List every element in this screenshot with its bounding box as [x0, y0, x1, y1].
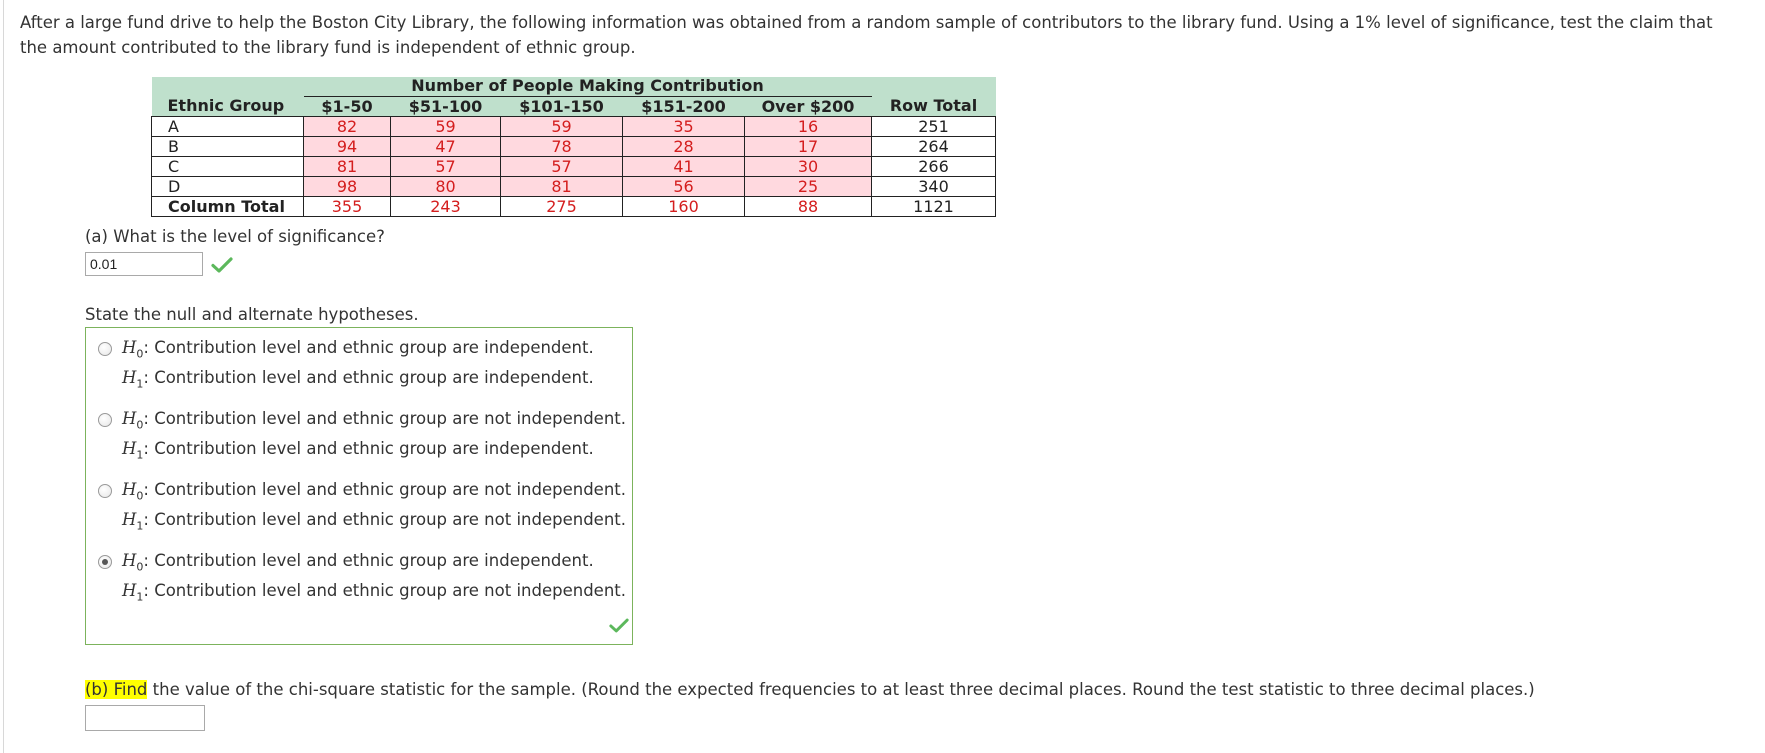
row-total: 266: [872, 156, 996, 176]
grand-total: 1121: [872, 196, 996, 216]
checkmark-icon: [211, 257, 233, 273]
table-row: [152, 116, 996, 136]
h1-text: : Contribution level and ethnic group are not independent.: [143, 510, 626, 529]
group-header: Ethnic Group: [152, 96, 304, 116]
table-cell: 28: [623, 136, 745, 156]
h0-text: : Contribution level and ethnic group are not independent.: [143, 409, 626, 428]
significance-input[interactable]: [85, 252, 203, 276]
table-row: [152, 176, 996, 196]
table-cell: 25: [745, 176, 872, 196]
radio-button[interactable]: [98, 484, 112, 498]
column-header: $1-50: [304, 96, 391, 116]
table-row: [152, 136, 996, 156]
column-total-label: Column Total: [152, 196, 304, 216]
group-label: D: [152, 176, 304, 196]
chi-square-input[interactable]: [85, 705, 205, 731]
table-cell: 17: [745, 136, 872, 156]
part-b-question: [85, 680, 1535, 699]
h0-line: $H_0$: Contribution level and ethnic group are not independent.: [122, 409, 626, 432]
part-b-text: the value of the chi-square statistic for the sample. (Round the expected frequencies to at least three decimal places. Round the test statistic to three decimal places.): [147, 680, 1535, 699]
table-cell: 35: [623, 116, 745, 136]
radio-button-selected[interactable]: [98, 555, 112, 569]
h1-text: : Contribution level and ethnic group are independent.: [143, 439, 594, 458]
table-cell: 81: [304, 156, 391, 176]
part-a-question: (a) What is the level of significance?: [85, 227, 385, 246]
h0-line: $H_0$: Contribution level and ethnic group are independent.: [122, 551, 594, 574]
group-label: A: [152, 116, 304, 136]
table-cell: 80: [391, 176, 501, 196]
row-total: 251: [872, 116, 996, 136]
hypotheses-title: State the null and alternate hypotheses.: [85, 305, 419, 324]
table-cell: 59: [501, 116, 623, 136]
column-total: 160: [623, 196, 745, 216]
h0-text: : Contribution level and ethnic group are not independent.: [143, 480, 626, 499]
h1-line: $H_1$: Contribution level and ethnic group are independent.: [122, 368, 594, 391]
checkmark-icon: [609, 618, 629, 633]
left-border: [3, 0, 4, 753]
hypotheses-box: [85, 327, 633, 645]
column-total: 243: [391, 196, 501, 216]
table-cell: 81: [501, 176, 623, 196]
column-header: $101-150: [501, 96, 623, 116]
table-cell: 56: [623, 176, 745, 196]
h0-line: $H_0$: Contribution level and ethnic group are independent.: [122, 338, 594, 361]
contingency-table: [151, 77, 996, 217]
h0-line: $H_0$: Contribution level and ethnic group are not independent.: [122, 480, 626, 503]
radio-button[interactable]: [98, 413, 112, 427]
row-total-header: Row Total: [872, 96, 996, 116]
table-cell: 47: [391, 136, 501, 156]
table-cell: 98: [304, 176, 391, 196]
group-label: C: [152, 156, 304, 176]
table-cell: 57: [391, 156, 501, 176]
table-cell: 82: [304, 116, 391, 136]
h0-text: : Contribution level and ethnic group are independent.: [143, 338, 594, 357]
table-cell: 41: [623, 156, 745, 176]
column-header: $151-200: [623, 96, 745, 116]
table-cell: 30: [745, 156, 872, 176]
h1-line: $H_1$: Contribution level and ethnic group are independent.: [122, 439, 594, 462]
super-header: Number of People Making Contribution: [304, 77, 872, 96]
h1-text: : Contribution level and ethnic group are not independent.: [143, 581, 626, 600]
group-label: B: [152, 136, 304, 156]
column-total: 275: [501, 196, 623, 216]
h0-text: : Contribution level and ethnic group are independent.: [143, 551, 594, 570]
highlighted-text: (b) Find: [85, 680, 148, 699]
table-cell: 78: [501, 136, 623, 156]
row-total: 340: [872, 176, 996, 196]
h1-line: $H_1$: Contribution level and ethnic group are not independent.: [122, 510, 626, 533]
column-total-row: [152, 196, 996, 216]
column-header: $51-100: [391, 96, 501, 116]
radio-button[interactable]: [98, 342, 112, 356]
table-cell: 16: [745, 116, 872, 136]
column-total: 355: [304, 196, 391, 216]
table-row: [152, 156, 996, 176]
h1-line: $H_1$: Contribution level and ethnic group are not independent.: [122, 581, 626, 604]
table-cell: 57: [501, 156, 623, 176]
column-header: Over $200: [745, 96, 872, 116]
problem-statement: After a large fund drive to help the Boston City Library, the following information was obtained from a random sample of contributors to the library fund. Using a 1% level of significance, test the claim that the amount contributed to the library fund is independent of ethnic group.: [20, 13, 1713, 57]
row-total: 264: [872, 136, 996, 156]
table-cell: 59: [391, 116, 501, 136]
table-super-header-row: [152, 77, 996, 96]
column-total: 88: [745, 196, 872, 216]
h1-text: : Contribution level and ethnic group are independent.: [143, 368, 594, 387]
table-column-header-row: [152, 96, 996, 116]
table-cell: 94: [304, 136, 391, 156]
